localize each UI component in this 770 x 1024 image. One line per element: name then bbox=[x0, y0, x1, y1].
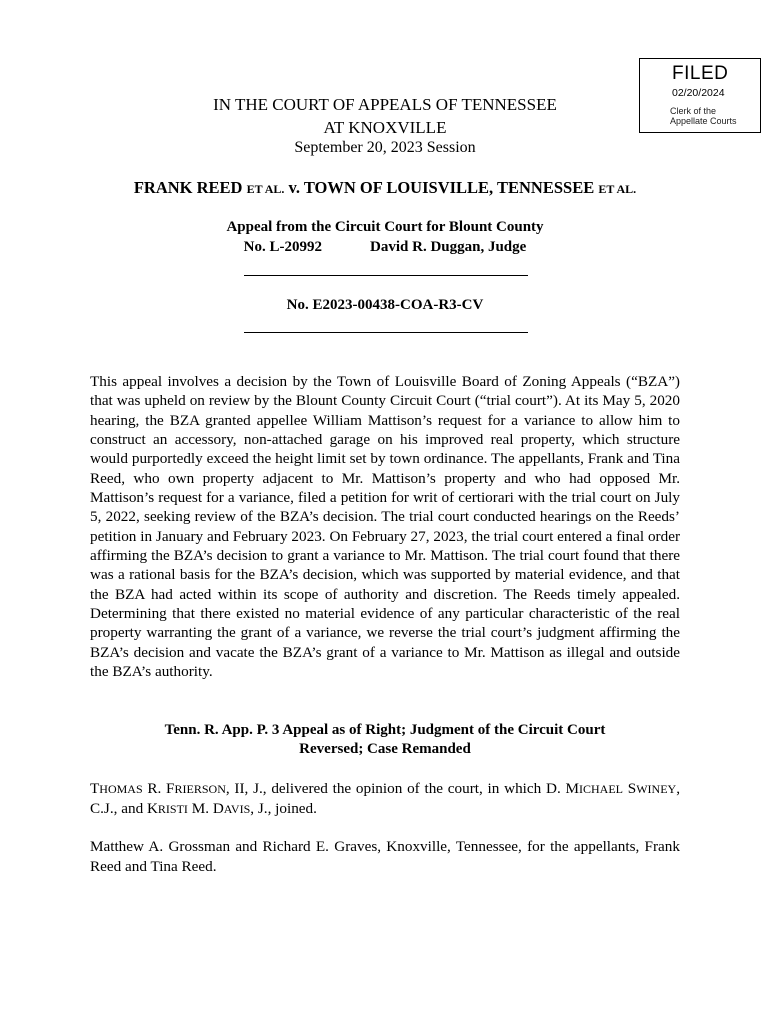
opinion-smallcaps: RISTI bbox=[157, 802, 188, 816]
caption-appellant: FRANK REED bbox=[133, 178, 247, 197]
caption-etal-1: ET AL. bbox=[246, 182, 285, 196]
appeal-from: Appeal from the Circuit Court for Blount County bbox=[226, 219, 544, 235]
opinion-text: M. D bbox=[187, 800, 224, 817]
opinion-smallcaps: RIERSON bbox=[174, 782, 226, 796]
opinion-text: , C.J., and K bbox=[90, 780, 680, 817]
caption-etal-2: ET AL. bbox=[598, 182, 637, 196]
appeal-docket-line bbox=[0, 239, 770, 256]
trial-judge: David R. Duggan, Judge bbox=[370, 239, 527, 255]
filed-label: FILED bbox=[672, 63, 729, 84]
opinion-smallcaps: ICHAEL bbox=[579, 782, 624, 796]
court-location: AT KNOXVILLE bbox=[323, 118, 447, 137]
appeal-case-number: No. E2023-00438-COA-R3-CV bbox=[286, 297, 484, 313]
opinion-smallcaps: HOMAS bbox=[99, 782, 143, 796]
case-summary: This appeal involves a decision by the Town of Louisville Board of Zoning Appeals (“BZA”) that was upheld on review by the Blount County Circuit Court (“trial court”). At its May 5, 2020 hearing, the BZA granted appellee William Mattison’s request for a variance to allow him to construct an accessory, non-attached garage on his improved real property, which structure would purportedly exceed the height limit set by town ordinance. The appellants, Frank and Tina Reed, who own property adjacent to Mr. Mattison’s property and who had opposed Mr. Mattison’s request for a variance, filed a petition for writ of certiorari with the trial court on July 5, 2022, seeking review of the BZA’s decision. The trial court conducted hearings on the Reeds’ petition in January and February 2023. On February 27, 2023, the trial court entered a final order affirming the BZA’s decision to grant a variance to Mr. Mattison. The trial court found that there was a rational basis for the BZA’s decision, which was supported by material evidence, and that the BZA had acted within its scope of authority and discretion. The Reeds timely appealed. Determining that there existed no material evidence of any particular characteristic of the real property warranting the grant of a variance, we reverse the trial court’s judgment affirming the BZA’s decision and vacate the BZA’s grant of a variance to Mr. Mattison as illegal and outside the BZA’s authority. bbox=[90, 373, 680, 681]
filed-date: 02/20/2024 bbox=[672, 87, 725, 99]
opinion-text: R. F bbox=[142, 780, 175, 797]
opinion-text: , II, J., delivered the opinion of the court, in which D. M bbox=[225, 780, 580, 797]
opinion-smallcaps: WINEY bbox=[636, 782, 677, 796]
caption-appellee: TOWN OF LOUISVILLE, TENNESSEE bbox=[303, 178, 599, 197]
opinion-text: S bbox=[623, 780, 637, 797]
case-caption bbox=[0, 178, 770, 198]
clerk-line-2: Appellate Courts bbox=[670, 116, 737, 126]
caption-versus: v. bbox=[284, 178, 304, 197]
session-date: September 20, 2023 Session bbox=[294, 139, 476, 156]
holding-line-2: Reversed; Case Remanded bbox=[299, 741, 471, 757]
counsel-for-appellants: Matthew A. Grossman and Richard E. Graves, Knoxville, Tennessee, for the appellants, Frank Reed and Tina Reed. bbox=[90, 838, 680, 875]
opinion-author-line bbox=[90, 779, 680, 819]
opinion-text: T bbox=[90, 780, 100, 797]
opinion-text: , J., joined. bbox=[250, 800, 317, 817]
clerk-line-1: Clerk of the bbox=[670, 106, 717, 116]
court-name: IN THE COURT OF APPEALS OF TENNESSEE bbox=[213, 95, 557, 114]
trial-docket-number: No. L-20992 bbox=[243, 239, 323, 255]
holding bbox=[90, 721, 680, 759]
holding-line-1: Tenn. R. App. P. 3 Appeal as of Right; Judgment of the Circuit Court bbox=[164, 722, 606, 738]
divider-top bbox=[244, 275, 528, 276]
opinion-smallcaps: AVIS bbox=[223, 802, 251, 816]
divider-bottom bbox=[244, 332, 528, 333]
